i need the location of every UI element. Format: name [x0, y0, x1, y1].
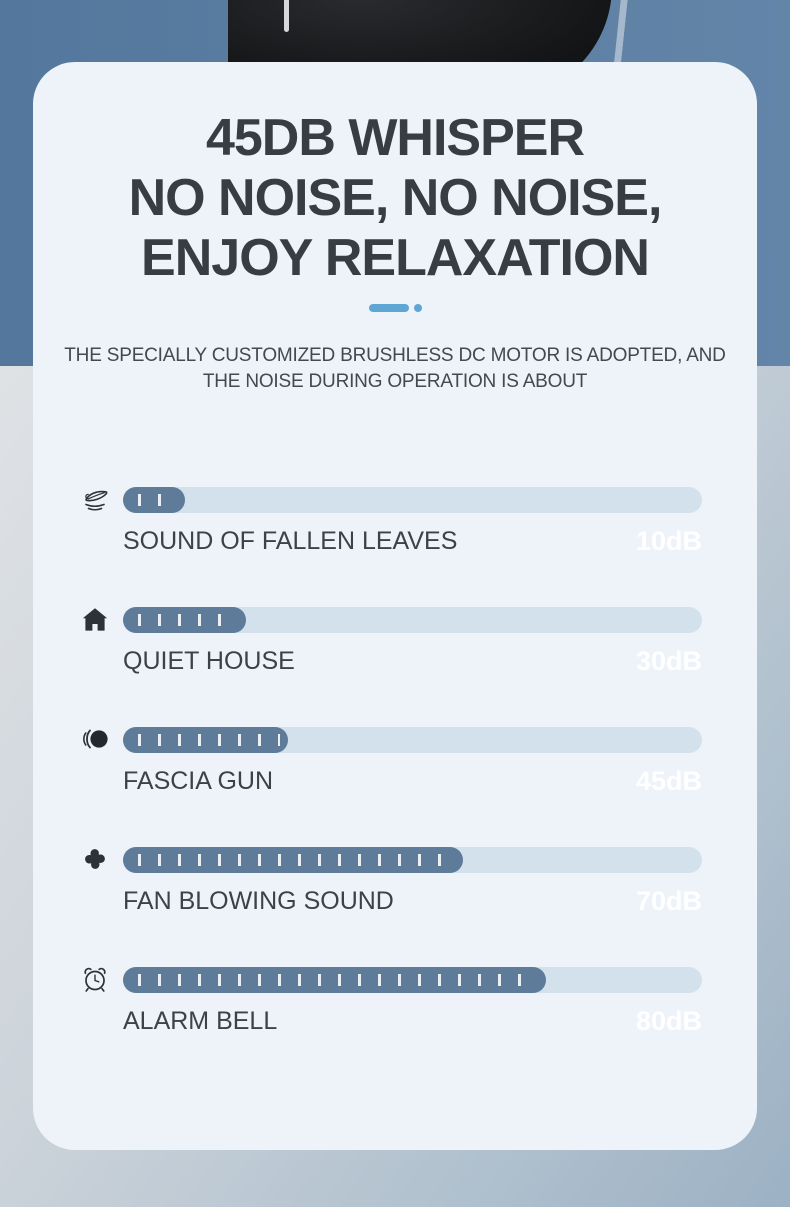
noise-db-value: 10dB	[635, 526, 702, 556]
alarm-clock-icon	[81, 965, 109, 993]
bar-tick-marks	[138, 854, 455, 866]
bar-tick-marks	[138, 614, 238, 626]
noise-row-fallen-leaves	[33, 487, 757, 607]
noise-bar-fill	[123, 727, 288, 753]
noise-bar-track	[123, 487, 702, 513]
noise-row-fascia-gun	[33, 727, 757, 847]
noise-row-fan	[33, 847, 757, 967]
title-line-1: 45DB WHISPER	[205, 109, 585, 167]
noise-bar-fill	[123, 607, 246, 633]
noise-row-label: QUIET HOUSE	[123, 647, 295, 675]
noise-db-value: 70dB	[635, 886, 702, 916]
subtitle-line-2: THE NOISE DURING OPERATION IS ABOUT	[202, 371, 588, 392]
bar-tick-marks	[138, 974, 538, 986]
bar-tick-marks	[138, 494, 177, 506]
fascia-gun-icon	[81, 725, 109, 753]
subtitle	[33, 343, 757, 395]
noise-row-quiet-house	[33, 607, 757, 727]
bar-tick-marks	[138, 734, 280, 746]
fan-icon	[81, 845, 109, 873]
noise-db-value: 45dB	[635, 766, 702, 796]
noise-row-label: SOUND OF FALLEN LEAVES	[123, 527, 458, 555]
title-line-3: ENJOY RELAXATION	[141, 229, 649, 287]
house-icon	[81, 605, 109, 633]
noise-bar-track	[123, 727, 702, 753]
noise-row-label: FASCIA GUN	[123, 767, 274, 795]
noise-bar-track	[123, 967, 702, 993]
product-highlight-slot	[284, 0, 289, 32]
noise-row-alarm-bell	[33, 967, 757, 1087]
noise-row-label: FAN BLOWING SOUND	[123, 887, 394, 915]
noise-row-label: ALARM BELL	[123, 1007, 278, 1035]
divider-bar-icon	[369, 304, 409, 312]
fallen-leaves-icon	[81, 485, 109, 513]
title-line-2: NO NOISE, NO NOISE,	[128, 169, 662, 227]
noise-comparison-list	[33, 487, 757, 1087]
noise-db-value: 80dB	[635, 1006, 702, 1036]
noise-bar-track	[123, 607, 702, 633]
noise-bar-fill	[123, 967, 546, 993]
noise-db-value: 30dB	[635, 646, 702, 676]
noise-bar-fill	[123, 847, 463, 873]
page-title	[33, 108, 757, 288]
subtitle-line-1: THE SPECIALLY CUSTOMIZED BRUSHLESS DC MOTOR IS ADOPTED, AND	[64, 345, 726, 366]
divider-dot-icon	[414, 304, 422, 312]
noise-info-card	[33, 62, 757, 1150]
noise-bar-fill	[123, 487, 185, 513]
title-divider	[33, 303, 757, 313]
noise-bar-track	[123, 847, 702, 873]
